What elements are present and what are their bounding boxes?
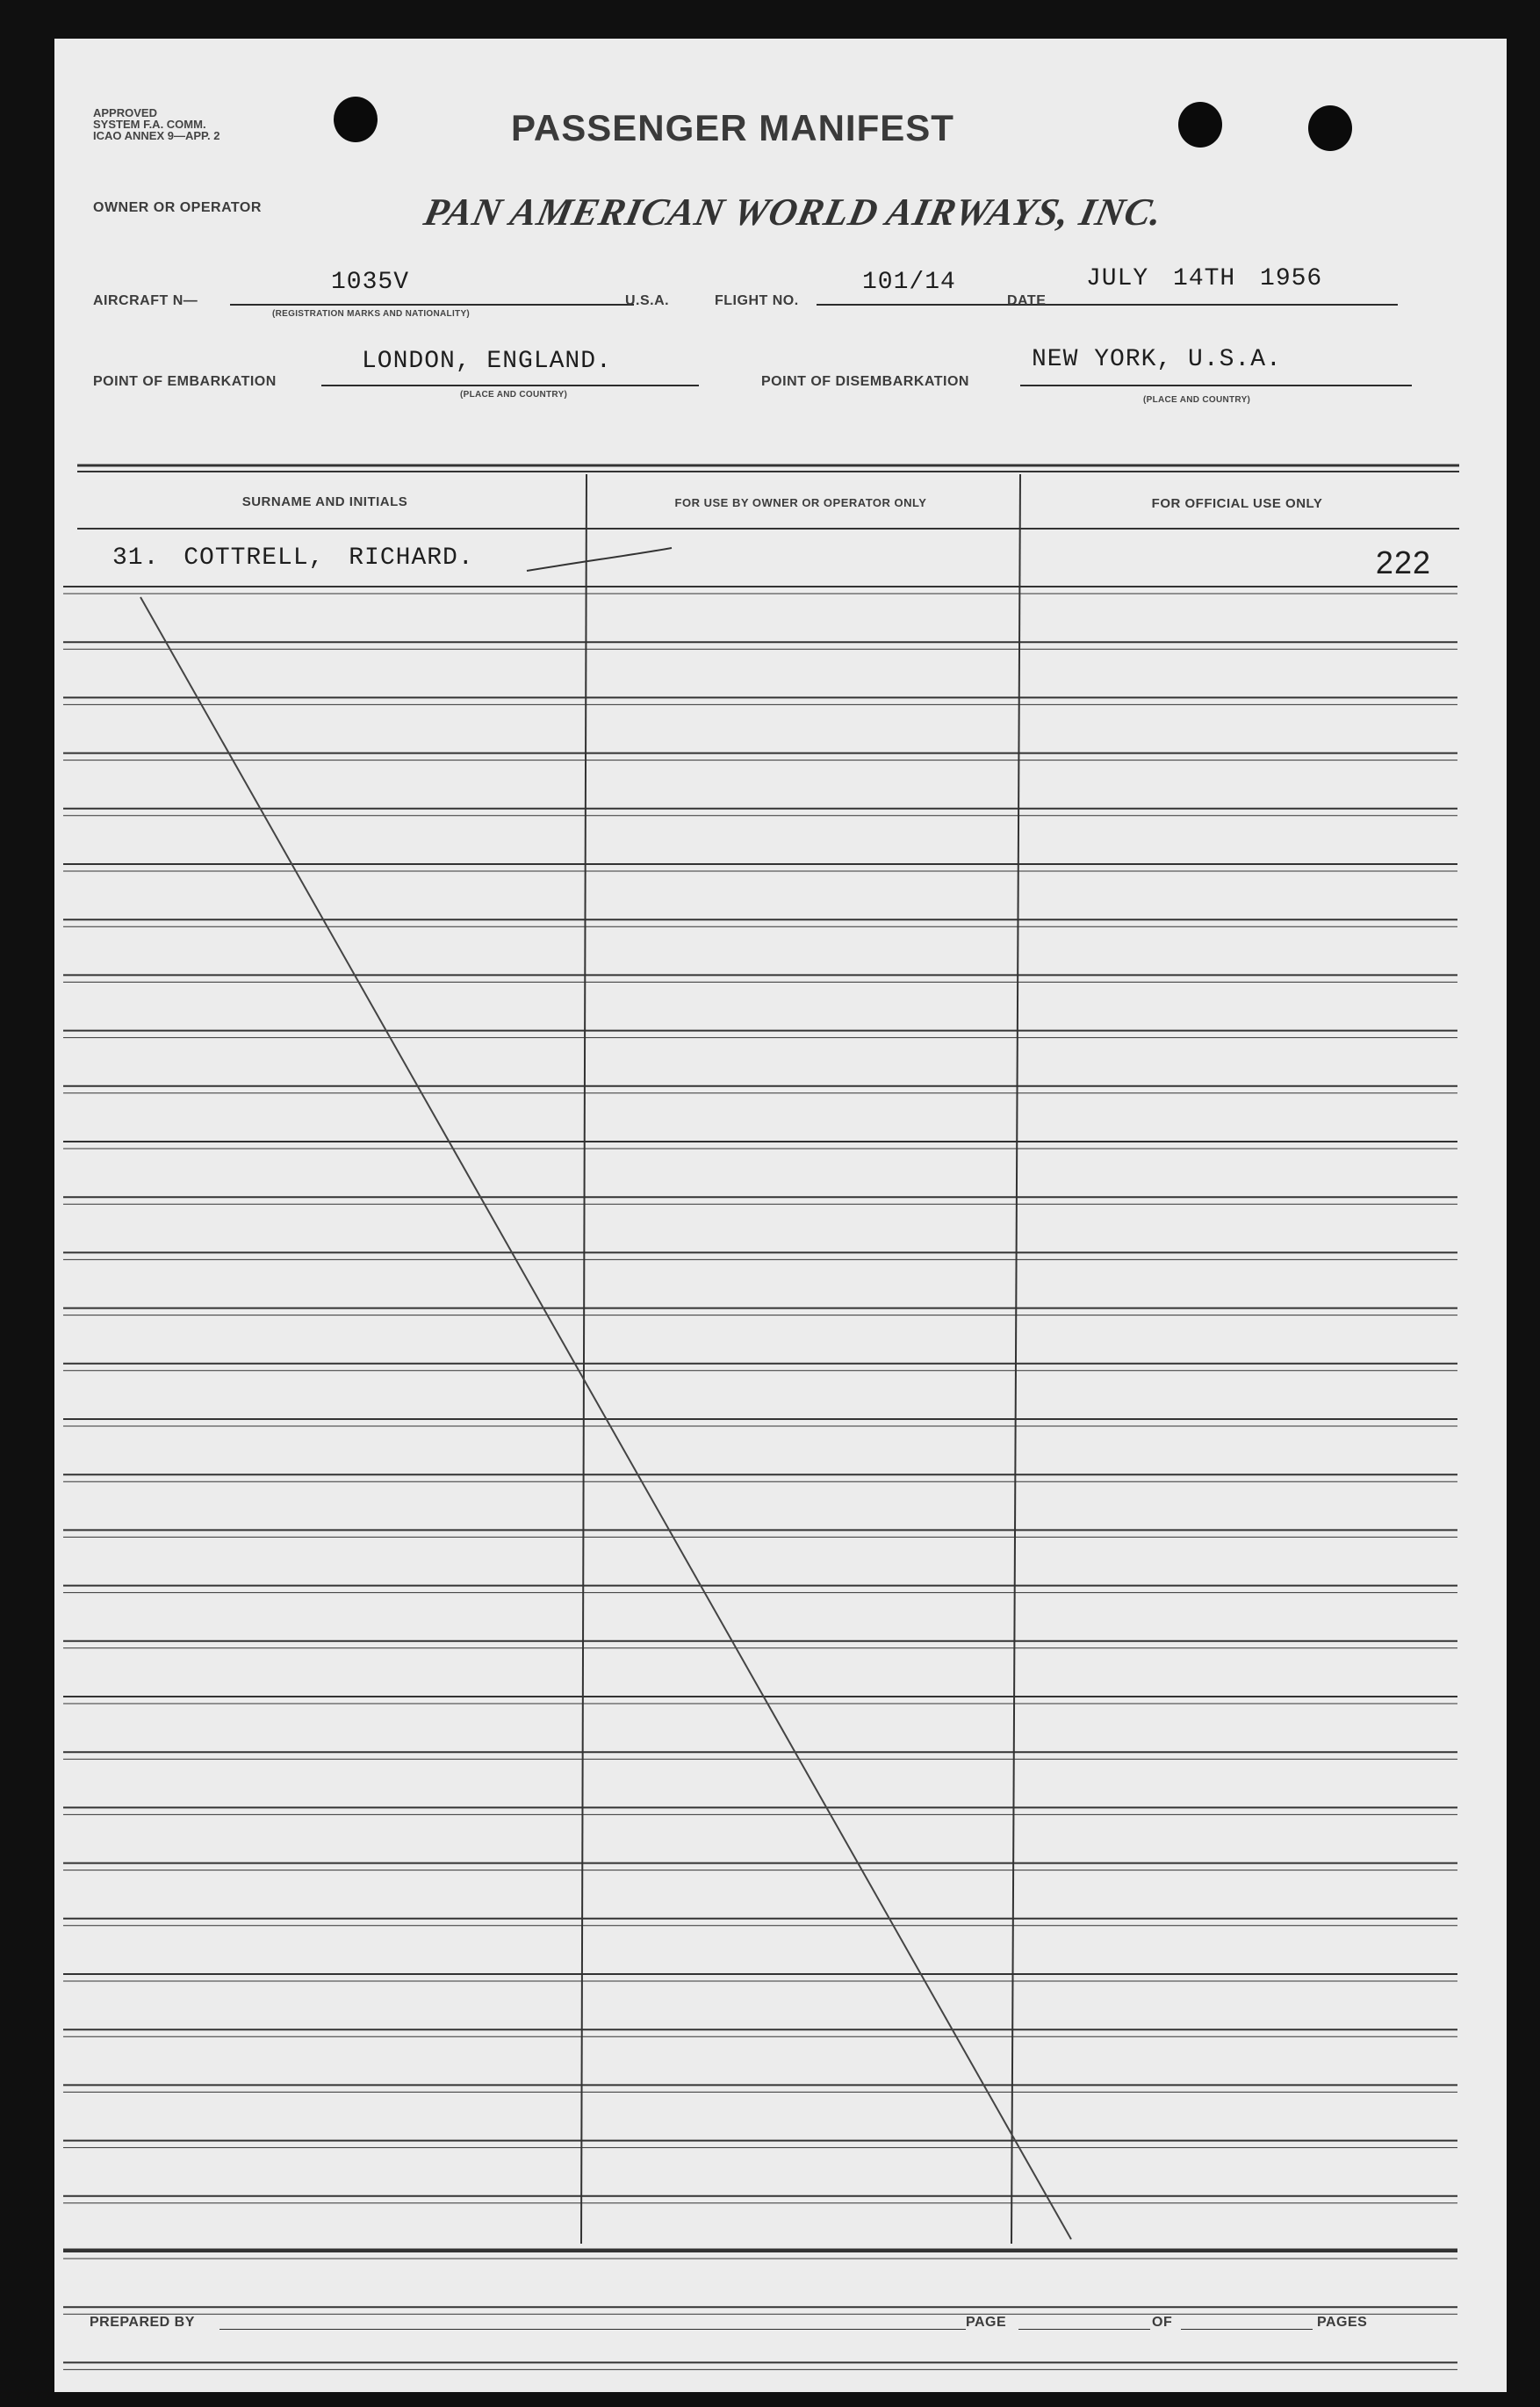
prepared-by-label: PREPARED BY — [90, 2315, 195, 2330]
approval-line-2: SYSTEM F.A. COMM. — [93, 118, 206, 131]
of-label: OF — [1152, 2315, 1173, 2330]
date-value: JULY 14TH 1956 — [1086, 265, 1323, 292]
approval-line-1: APPROVED — [93, 106, 157, 119]
prepared-by-underline — [219, 2329, 966, 2330]
aircraft-label: AIRCRAFT N— — [93, 293, 198, 308]
owner-label: OWNER OR OPERATOR — [93, 200, 262, 215]
disembark-value: NEW YORK, U.S.A. — [1032, 346, 1282, 373]
embark-value: LONDON, ENGLAND. — [362, 348, 612, 375]
approval-line-3: ICAO ANNEX 9—APP. 2 — [93, 129, 220, 142]
column-header-official-use: FOR OFFICIAL USE ONLY — [1151, 496, 1323, 511]
page-label: PAGE — [966, 2315, 1007, 2330]
aircraft-value: 1035V — [331, 269, 410, 296]
page-title: PASSENGER MANIFEST — [511, 107, 954, 148]
of-underline — [1181, 2329, 1313, 2330]
column-divider-1 — [581, 474, 586, 2244]
official-use-cell: 222 — [1375, 544, 1431, 580]
embark-label: POINT OF EMBARKATION — [93, 374, 277, 389]
disembark-label: POINT OF DISEMBARKATION — [761, 374, 969, 389]
embark-note: (PLACE AND COUNTRY) — [460, 390, 568, 400]
column-header-operator-use: FOR USE BY OWNER OR OPERATOR ONLY — [674, 496, 927, 509]
flight-value: 101/14 — [862, 269, 956, 296]
registration-note: (REGISTRATION MARKS AND NATIONALITY) — [272, 309, 471, 319]
surname-cell: 31. COTTRELL, RICHARD. — [112, 544, 474, 572]
column-divider-2 — [1011, 474, 1020, 2244]
pages-label: PAGES — [1317, 2315, 1368, 2330]
page-underline — [1018, 2329, 1150, 2330]
disembark-note: (PLACE AND COUNTRY) — [1143, 395, 1251, 405]
entry-dash-mark — [527, 548, 672, 571]
usa-label: U.S.A. — [625, 293, 670, 308]
flight-label: FLIGHT NO. — [715, 293, 799, 308]
date-label: DATE — [1007, 293, 1047, 308]
column-header-surname: SURNAME AND INITIALS — [241, 494, 408, 509]
operator-name: PAN AMERICAN WORLD AIRWAYS, INC. — [420, 191, 1167, 234]
